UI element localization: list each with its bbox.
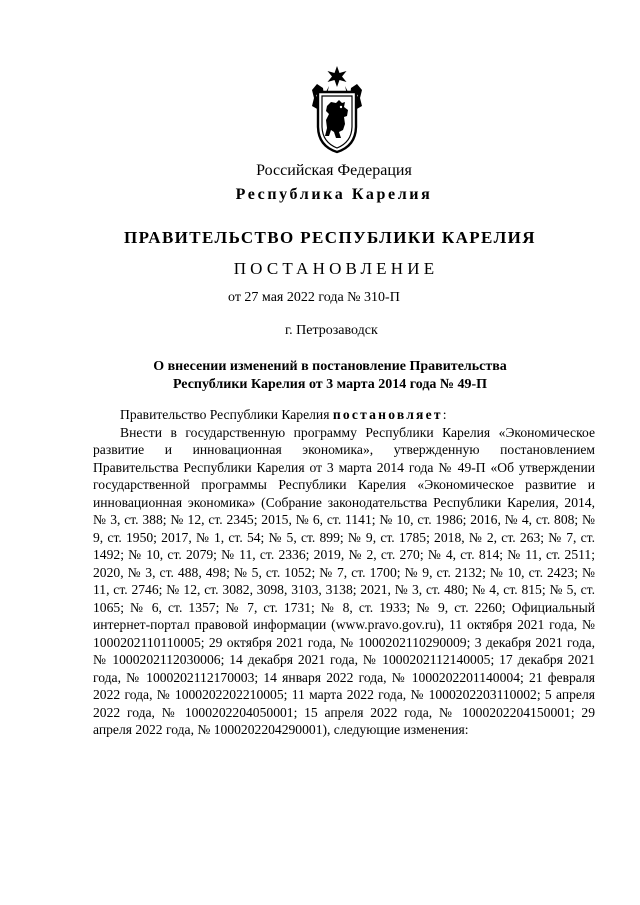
karelia-coat-of-arms-icon [298,64,376,154]
document-subject [100,358,560,394]
country-name: Российская Федерация [256,162,412,179]
intro-text: Правительство Республики Карелия [120,407,333,422]
decree-keyword: постановляет [332,407,443,422]
document-city: г. Петрозаводск [285,323,378,338]
republic-name: Республика Карелия [235,186,433,203]
government-title: ПРАВИТЕЛЬСТВО РЕСПУБЛИКИ КАРЕЛИЯ [124,228,536,247]
main-paragraph: Внести в государственную программу Республики Карелия «Экономическое развитие и инновационная экономика», утвержденную постановлением Правительства Республики Карелия от 3 марта 2014 года № 49-П «Об утверждении государственной программы Республики Карелия «Экономическое развитие и инновационная экономика» (Собрание законодательства Республики Карелия, 2014, № 3, ст. 388; № 12, ст. 2345; 2015, № 6, ст. 1141; № 10, ст. 1986; 2016, № 4, ст. 808; № 9, ст. 1950; 2017, № 1, ст. 54; № 5, ст. 899; № 9, ст. 1785; 2018, № 2, ст. 263; № 7, ст. 1492; № 10, ст. 2079; № 11, ст. 2336; 2019, № 2, ст. 270; № 4, ст. 814; № 11, ст. 2511; 2020, № 3, ст. 488, 498; № 5, ст. 1052; № 7, ст. 1700; № 9, ст. 2132; № 10, ст. 2423; № 11, ст. 2746; № 12, ст. 3082, 3098, 3103, 3138; 2021, № 3, ст. 480; № 4, ст. 815; № 5, ст. 1065; № 6, ст. 1357; № 7, ст. 1731; № 8, ст. 1933; № 9, ст. 2260; Официальный интернет-портал правовой информации (www.pravo.gov.ru), 11 октября 2021 года, № 1000202110110005; 29 октября 2021 года, № 1000202110290009; 3 декабря 2021 года, № 1000202112030006; 14 декабря 2021 года, № 1000202112140005; 17 декабря 2021 года, № 1000202112170003; 14 января 2022 года, № 1000202201140004; 21 февраля 2022 года, № 1000202202210005; 11 марта 2022 года, № 1000202203110002; 5 апреля 2022 года, № 1000202204050001; 15 апреля 2022 года, № 1000202204150001; 29 апреля 2022 года, № 1000202204290001), следующие изменения: [93,424,595,737]
document-body [93,406,595,739]
document-type: ПОСТАНОВЛЕНИЕ [233,259,439,278]
subject-line-1: О внесении изменений в постановление Правительства [153,359,507,374]
intro-colon: : [442,407,447,422]
subject-line-2: Республики Карелия от 3 марта 2014 года № 49-П [172,377,488,392]
document-date-number: от 27 мая 2022 года № 310-П [228,290,400,305]
intro-paragraph [93,406,595,424]
